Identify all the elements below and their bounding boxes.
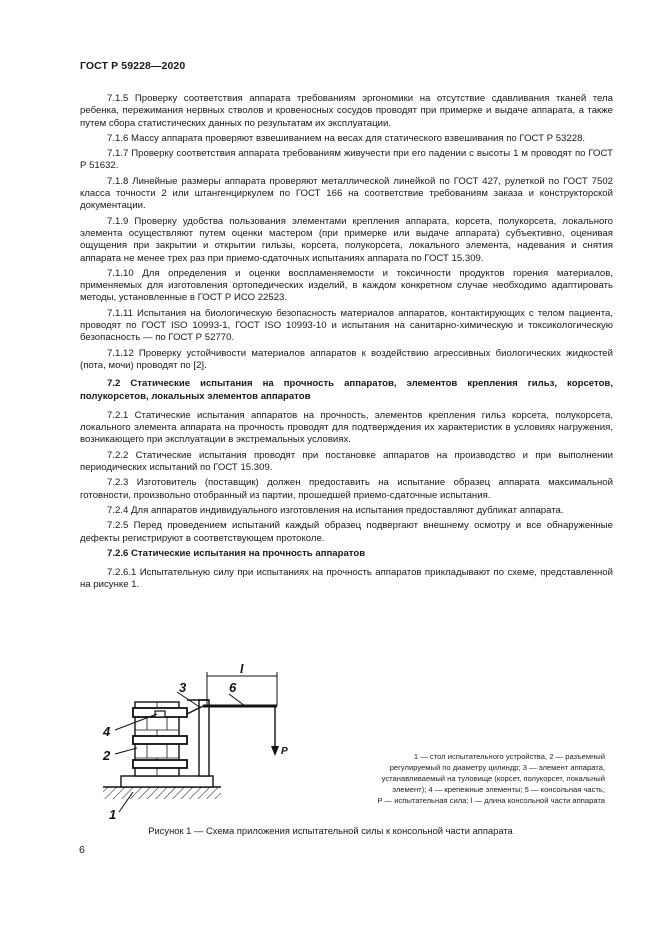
page-number: 6: [79, 844, 85, 856]
paragraph-7-2-5: 7.2.5 Перед проведением испытаний каждый образец подвергают внешнему осмотру и все обнаруженные дефекты регистрируют в соответствующем протоколе.: [80, 520, 613, 544]
table-base: [121, 776, 213, 787]
legend-line: регулируемый по диаметру цилиндр; 3 — элемент аппарата,: [389, 763, 605, 772]
clamp-band-low: [133, 760, 187, 768]
label-3: 3: [179, 680, 187, 695]
legend-line: элемент); 4 — крепежные элементы; 5 — консольная часть;: [392, 785, 605, 794]
figure-1-diagram: [95, 664, 325, 824]
leader-6: [229, 694, 245, 706]
leader-2: [115, 748, 137, 754]
paragraph-7-2-3: 7.2.3 Изготовитель (поставщик) должен предоставить на испытание образец аппарата максимальной готовности, произвольно отобранный из партии, прошедшей приемо-сдаточные испытания.: [80, 477, 613, 501]
legend-line: P — испытательная сила; l — длина консольной части аппарата: [377, 796, 605, 805]
label-6: 6: [229, 680, 237, 695]
label-4: 4: [103, 724, 111, 739]
paragraph-7-1-8: 7.1.8 Линейные размеры аппарата проверяют металлической линейкой по ГОСТ 427, рулеткой по ГОСТ 7502 класса точности 2 или штангенциркулем по ГОСТ 166 на соответствие требованиям заказа и конструкторской документации.: [80, 175, 613, 212]
paragraph-7-1-9: 7.1.9 Проверку удобства пользования элементами крепления аппарата, корсета, полукорсета, локального элемента осуществляют путем оценки мастером (при примерке или выдаче аппарата) субъективно, оценивая ощущения при закрытии и открытии гильзы, корсета, полукорсета, локального элемента, надевания и снятия аппарата не менее трех раз при приемо-сдаточных испытаниях аппарата по ГОСТ 15.309.: [80, 215, 613, 264]
label-l: l: [240, 664, 244, 676]
document-body: [80, 93, 613, 595]
paragraph-7-2-6-1: 7.2.6.1 Испытательную силу при испытаниях на прочность аппаратов прикладывают по схеме, представленной на рисунке 1.: [80, 567, 613, 591]
section-heading-7-2-6: 7.2.6 Статические испытания на прочность аппаратов: [107, 547, 366, 559]
section-heading-7-2: 7.2 Статические испытания на прочность аппаратов, элементов крепления гильз, корсетов, полукорсетов, локальных элементов аппаратов: [80, 378, 613, 402]
legend-line: устанавливаемый на туловище (корсет, полукорсет, локальный: [381, 774, 605, 783]
force-arrowhead: [271, 746, 279, 756]
document-header: ГОСТ Р 59228—2020: [80, 60, 186, 72]
clamp-band-mid: [133, 736, 187, 744]
paragraph-7-1-5: 7.1.5 Проверку соответствия аппарата требованиям эргономики на отсутствие сдавливания тканей тела ребенка, пережимания нервных стволов и кровеносных сосудов проводят при примерке и выдаче аппарата, а также путем сбора статистических данных по результатам их эксплуатации.: [80, 93, 613, 129]
label-1: 1: [109, 807, 117, 822]
paragraph-7-1-11: 7.1.11 Испытания на биологическую безопасность материалов аппаратов, контактирующих с телом пациента, проводят по ГОСТ ISO 10993-1, ГОСТ ISO 10993-10 и испытания на санитарно-химическую и токсикологическую безопасность — по ГОСТ Р 52770.: [80, 307, 613, 344]
figure-1-legend: [340, 751, 605, 806]
figure-1-caption: Рисунок 1 — Схема приложения испытательной силы к консольной части аппарата: [148, 825, 513, 836]
paragraph-7-2-4: 7.2.4 Для аппаратов индивидуального изготовления на испытания предоставляют дубликат аппарата.: [107, 504, 564, 516]
paragraph-7-1-12: 7.1.12 Проверку устойчивости материалов аппаратов к воздействию агрессивных биологических жидкостей (пота, мочи) проводят по [2].: [80, 347, 613, 371]
paragraph-7-2-1: 7.2.1 Статические испытания аппаратов на прочность, элементов крепления гильз корсета, полукорсета, локального элемента аппарата на прочность проводят для подтверждения их характеристик в условиях нагружения, возникающего при эксплуатации в экстремальных условиях.: [80, 409, 613, 446]
paragraph-7-1-7: 7.1.7 Проверку соответствия аппарата требованиям живучести при его падении с высоты 1 м проводят по ГОСТ Р 51632.: [80, 148, 613, 172]
label-p: P: [281, 746, 288, 757]
apparatus-shell: [199, 700, 209, 776]
paragraph-7-1-10: 7.1.10 Для определения и оценки воспламеняемости и токсичности продуктов горения материалов, применяемых для изготовления ортопедических изделий, в каждом конкретном случае необходимо адаптировать методы, установленные в ГОСТ Р ИСО 22523.: [80, 267, 613, 304]
ground-hatch: [103, 787, 221, 799]
label-2: 2: [103, 748, 111, 763]
paragraph-7-2-2: 7.2.2 Статические испытания проводят при постановке аппаратов на производство и при выполнении периодических испытаний по ГОСТ 15.309.: [80, 449, 613, 474]
paragraph-7-1-6: 7.1.6 Массу аппарата проверяют взвешиванием на весах для статического взвешивания по ГОСТ Р 53228.: [107, 132, 586, 144]
legend-line: 1 — стол испытательного устройства, 2 — разъемный: [413, 752, 605, 761]
